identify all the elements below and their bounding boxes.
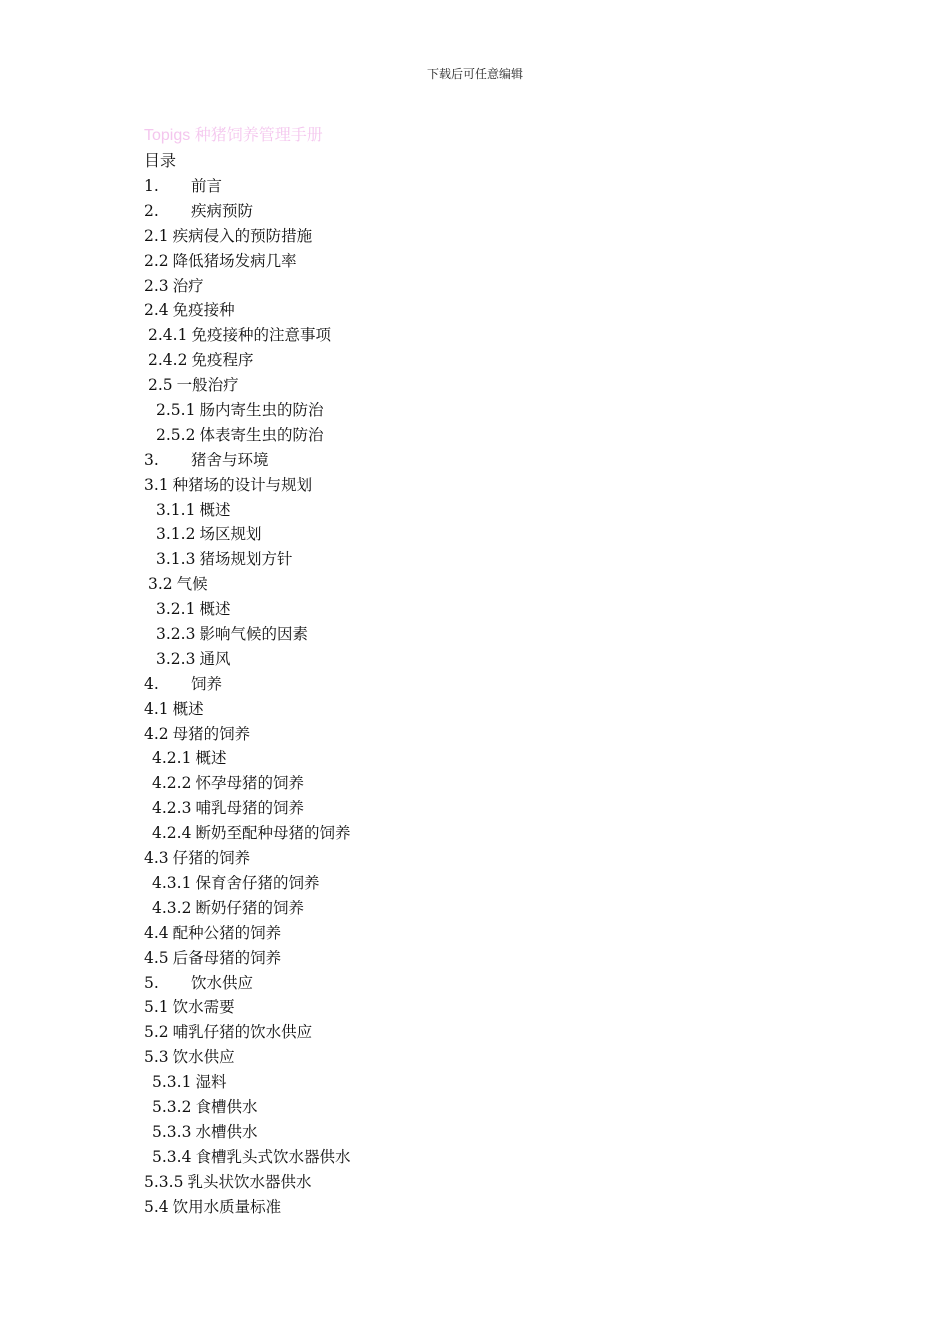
toc-entry-text: 种猪场的设计与规划 [172,475,313,494]
toc-chapter-entry [144,973,350,998]
toc-entry-text: 哺乳母猪的饲养 [195,799,304,818]
toc-entry-number: 4.5 [144,948,169,967]
toc-section-entry [144,923,350,948]
toc-entry-text: 仔猪的饲养 [172,849,251,868]
toc-entry-number: 2.4 [144,301,169,320]
toc-entry-text: 保育舍仔猪的饲养 [195,873,320,892]
toc-section-entry [144,873,350,898]
toc-section-entry [144,276,350,301]
toc-entry-text: 概述 [195,749,227,768]
toc-entry-text: 一般治疗 [176,376,239,395]
toc-entry-text: 猪舍与环境 [191,450,269,469]
toc-entry-number: 4.2.1 [152,749,192,768]
toc-entry-text: 食槽供水 [195,1097,258,1116]
toc-section-entry [144,300,350,325]
toc-section-entry [144,1172,350,1197]
toc-entry-text: 概述 [199,500,231,519]
toc-entry-text: 疾病预防 [191,201,254,220]
toc-entry-text: 免疫接种 [172,301,235,320]
toc-section-entry [144,524,350,549]
toc-entry-number: 2.1 [144,226,169,245]
toc-entry-number: 2.2 [144,251,169,270]
page-header-note: 下载后可任意编辑 [426,67,523,81]
toc-entry-text: 影响气候的因素 [199,625,308,644]
toc-entry-number: 4 . [144,674,191,694]
toc-section-entry [144,226,350,251]
toc-section-entry [144,848,350,873]
toc-section-entry [144,898,350,923]
toc-entry-text: 治疗 [172,276,204,295]
toc-entry-text: 饮水供应 [191,973,254,992]
toc-entry-text: 场区规划 [199,525,262,544]
toc-section-entry [144,1022,350,1047]
toc-entry-text: 后备母猪的饲养 [172,948,282,967]
toc-entry-number: 5.3.5 [144,1172,184,1191]
toc-entry-number: 4.3.2 [152,898,192,917]
toc-entry-text: 免疫程序 [191,351,254,370]
toc-entry-text: 哺乳仔猪的饮水供应 [172,1023,313,1042]
toc-entry-number: 2.5.2 [156,425,196,444]
toc-section-entry [144,375,350,400]
toc-section-entry [144,948,350,973]
toc-section-entry [144,1122,350,1147]
toc-entry-text: 降低猪场发病几率 [172,251,297,270]
toc-entry-text: 饮水供应 [172,1048,235,1067]
toc-entry-text: 疾病侵入的预防措施 [172,226,313,245]
toc-entry-number: 5.4 [144,1197,169,1216]
toc-entry-number: 4.1 [144,699,169,718]
toc-section-entry [144,798,350,823]
toc-entry-text: 配种公猪的饲养 [172,923,282,942]
toc-section-entry [144,1197,350,1222]
toc-section-entry [144,699,350,724]
toc-chapter-entry [144,176,350,201]
toc-chapter-entry [144,450,350,475]
toc-section-entry [144,1097,350,1122]
toc-entry-text: 母猪的饲养 [172,724,251,743]
toc-entry-number: 4.2.2 [152,774,192,793]
toc-section-entry [144,997,350,1022]
toc-section-entry [144,350,350,375]
toc-entry-number: 5.1 [144,998,169,1017]
toc-section-entry [144,475,350,500]
toc-entry-number: 3.2.1 [156,600,196,619]
toc-section-entry [144,574,350,599]
toc-entry-number: 5.3 [144,1048,169,1067]
toc-section-entry [144,251,350,276]
toc-chapter-entry [144,674,350,699]
toc-section-entry [144,599,350,624]
toc-entry-number: 4.4 [144,923,169,942]
toc-entry-number: 1 . [144,176,191,196]
toc-entry-number: 2.5.1 [156,401,196,420]
toc-entry-text: 怀孕母猪的饲养 [195,774,304,793]
toc-entry-number: 3.1.2 [156,525,196,544]
toc-heading: 目录 [144,151,177,170]
toc-entry-text: 气候 [176,575,208,594]
toc-entry-number: 2.4.2 [148,351,188,370]
toc-entry-number: 4.3.1 [152,873,192,892]
toc-entry-text: 饲养 [191,674,223,693]
toc-entry-text: 肠内寄生虫的防治 [199,401,324,420]
toc-section-entry [144,624,350,649]
toc-entry-text: 饮用水质量标准 [172,1197,282,1216]
toc-section-entry [144,649,350,674]
toc-section-entry [144,549,350,574]
toc-entry-text: 食槽乳头式饮水器供水 [195,1147,351,1166]
toc-entry-text: 通风 [199,649,231,668]
toc-entry-text: 断奶至配种母猪的饲养 [195,824,351,843]
toc-entry-number: 5.3.3 [152,1122,192,1141]
toc-entry-text: 水槽供水 [195,1122,258,1141]
toc-entry-text: 概述 [199,600,231,619]
document-title: Topigs 种猪饲养管理手册 [144,127,323,144]
toc-entry-number: 2 . [144,201,191,221]
toc-entry-number: 3.1.3 [156,550,196,569]
toc-entry-number: 3.1.1 [156,500,196,519]
toc-entry-number: 2.4.1 [148,326,188,345]
toc-entry-number: 3.1 [144,475,169,494]
toc-entry-number: 5.3.2 [152,1097,192,1116]
toc-entry-text: 湿料 [195,1073,227,1092]
toc-entry-number: 5.2 [144,1023,169,1042]
toc-chapter-entry [144,201,350,226]
toc-entry-number: 4.2.4 [152,824,192,843]
toc-entry-number: 5 . [144,973,191,993]
toc-section-entry [144,325,350,350]
toc-entry-text: 乳头状饮水器供水 [187,1172,312,1191]
toc-entry-number: 3 . [144,450,191,470]
toc-section-entry [144,1047,350,1072]
toc-section-entry [144,500,350,525]
toc-entry-text: 体表寄生虫的防治 [199,425,324,444]
toc-entry-number: 3.2.3 [156,649,196,668]
toc-section-entry [144,724,350,749]
toc-entry-number: 3.2.3 [156,625,196,644]
toc-section-entry [144,425,350,450]
toc-entry-number: 5.3.1 [152,1073,192,1092]
toc-entry-number: 4.2 [144,724,169,743]
toc-entry-text: 免疫接种的注意事项 [191,326,331,345]
table-of-contents [144,176,350,1221]
toc-entry-number: 2.3 [144,276,169,295]
toc-section-entry [144,773,350,798]
toc-section-entry [144,400,350,425]
toc-entry-number: 4.3 [144,849,169,868]
toc-entry-number: 2.5 [148,376,173,395]
toc-section-entry [144,1147,350,1172]
toc-section-entry [144,748,350,773]
toc-section-entry [144,1072,350,1097]
toc-entry-number: 5.3.4 [152,1147,192,1166]
toc-entry-number: 3.2 [148,575,173,594]
toc-section-entry [144,823,350,848]
toc-entry-text: 断奶仔猪的饲养 [195,898,304,917]
toc-entry-text: 概述 [172,699,204,718]
toc-entry-number: 4.2.3 [152,799,192,818]
toc-entry-text: 前言 [191,177,223,195]
toc-entry-text: 饮水需要 [172,998,235,1017]
toc-entry-text: 猪场规划方针 [199,550,293,569]
